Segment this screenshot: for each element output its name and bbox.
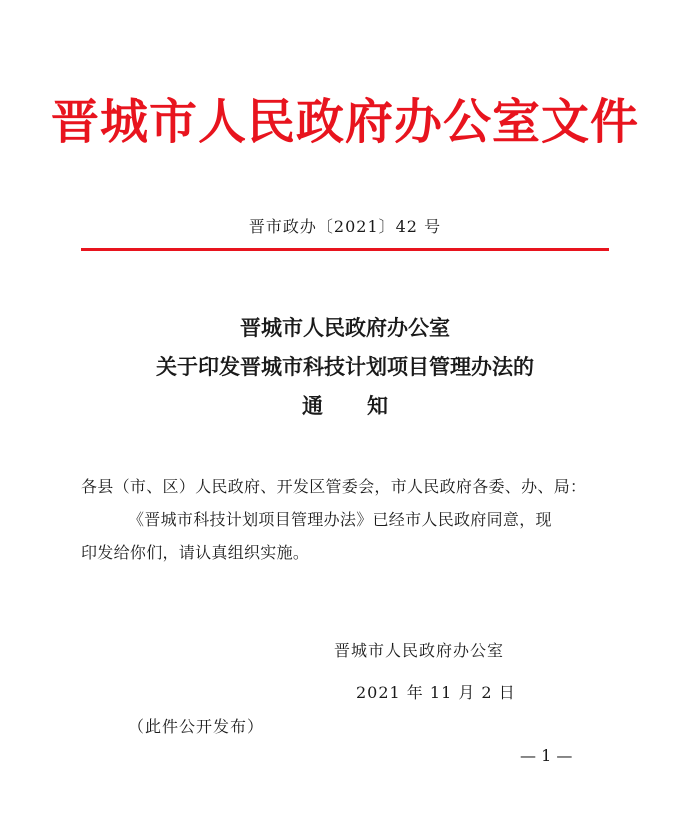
document-title (0, 308, 690, 425)
title-line-1: 晋城市人民政府办公室 (240, 315, 450, 340)
document-masthead: 晋城市人民政府办公室文件 (50, 94, 639, 150)
body-paragraph-line-2: 印发给你们，请认真组织实施。 (81, 543, 310, 562)
red-separator-rule (81, 248, 609, 251)
document-number: 晋市政办〔2021〕42 号 (248, 217, 442, 236)
body-paragraph-line-1: 《晋城市科技计划项目管理办法》已经市人民政府同意，现 (128, 510, 552, 529)
title-word-tong: 通 (302, 393, 323, 418)
page-number: — 1 — (520, 746, 573, 765)
salutation: 各县（市、区）人民政府、开发区管委会，市人民政府各委、办、局： (81, 477, 587, 496)
title-word-zhi: 知 (367, 393, 388, 418)
title-line-3 (0, 386, 690, 425)
public-release-note: （此件公开发布） (128, 717, 265, 736)
issue-date: 2021 年 11 月 2 日 (356, 683, 516, 702)
issuing-office: 晋城市人民政府办公室 (334, 641, 505, 660)
document-body (81, 470, 613, 569)
title-line-2: 关于印发晋城市科技计划项目管理办法的 (156, 354, 534, 379)
